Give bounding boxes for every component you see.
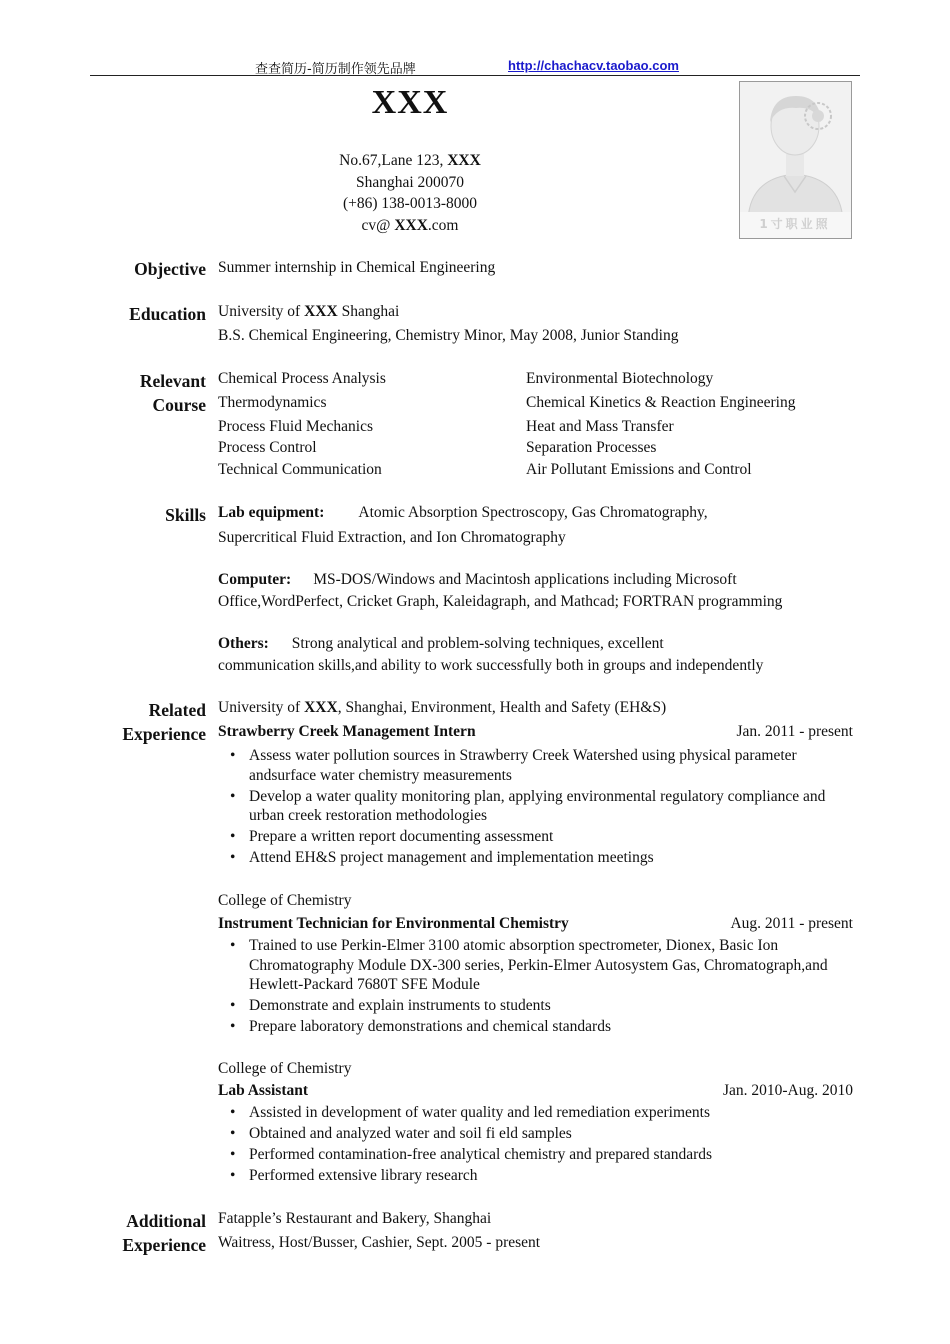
- header-link[interactable]: http://chachacv.taobao.com: [508, 58, 679, 73]
- list-item: • Demonstrate and explain instruments to students: [230, 996, 860, 1016]
- job-1-title: Strawberry Creek Management Intern: [218, 723, 476, 740]
- contact-city: Shanghai 200070: [355, 173, 465, 191]
- job-1-date: Jan. 2011 - present: [736, 723, 853, 740]
- course-left-3: Process Control: [218, 439, 317, 456]
- contact-block: [290, 150, 530, 236]
- section-label-course-2: Course: [152, 395, 206, 415]
- section-label-additional: Additional: [126, 1211, 206, 1231]
- additional-line-2: Waitress, Host/Busser, Cashier, Sept. 2005 - present: [218, 1234, 541, 1251]
- person-placeholder-icon: [740, 82, 851, 238]
- course-left-1: Thermodynamics: [218, 394, 327, 411]
- skills-others-line-2: communication skills,and ability to work successfully both in groups and independently: [218, 657, 764, 674]
- course-right-2: Heat and Mass Transfer: [526, 418, 674, 435]
- job-1-bullets: [230, 746, 860, 869]
- section-label-related: Related: [148, 700, 206, 720]
- contact-phone: (+86) 138-0013-8000: [342, 195, 477, 212]
- job-3-date: Jan. 2010-Aug. 2010: [722, 1082, 853, 1099]
- job-2-bullets: [230, 936, 860, 1038]
- list-item: • Develop a water quality monitoring plan, applying environmental regulatory compliance and urban creek restoration methodologies: [230, 787, 860, 826]
- resume-name: XXX: [371, 84, 449, 121]
- header-divider: [90, 75, 860, 76]
- section-label-skills: Skills: [165, 505, 206, 525]
- course-left-4: Technical Communication: [218, 461, 382, 478]
- job-3-bullets: [230, 1103, 860, 1187]
- section-label-related-2: Experience: [122, 724, 206, 744]
- contact-address: No.67,Lane 123, XXX: [339, 152, 481, 169]
- additional-line-1: Fatapple’s Restaurant and Bakery, Shanghai: [218, 1210, 492, 1227]
- photo-placeholder: [739, 81, 852, 239]
- job-2-date: Aug. 2011 - present: [730, 915, 853, 932]
- list-item: • Trained to use Perkin-Elmer 3100 atomic absorption spectrometer, Dionex, Basic Ion Chromatography Module DX-300 series, Perkin-Elmer Autosystem Gas, Chromatograph,and Hewlett-Packard 7680T SFE Module: [230, 936, 860, 995]
- list-item: • Prepare a written report documenting assessment: [230, 827, 860, 847]
- photo-caption: 1寸职业照: [759, 217, 831, 231]
- list-item: • Performed extensive library research: [230, 1166, 860, 1186]
- course-left-2: Process Fluid Mechanics: [218, 418, 373, 435]
- skills-lab-line-2: Supercritical Fluid Extraction, and Ion Chromatography: [218, 529, 566, 546]
- list-item: • Attend EH&S project management and implementation meetings: [230, 848, 860, 868]
- list-item: • Assisted in development of water quality and led remediation experiments: [230, 1103, 860, 1123]
- course-right-0: Environmental Biotechnology: [526, 370, 714, 387]
- job-3-title: Lab Assistant: [218, 1082, 309, 1099]
- section-label-objective: Objective: [134, 259, 206, 279]
- header-brand: 查查简历-简历制作领先品牌: [255, 62, 416, 77]
- section-label-education: Education: [129, 304, 206, 324]
- job-2-org: College of Chemistry: [218, 892, 352, 909]
- job-2-title: Instrument Technician for Environmental Chemistry: [218, 915, 569, 932]
- list-item: • Performed contamination-free analytical chemistry and prepared standards: [230, 1145, 860, 1165]
- course-left-0: Chemical Process Analysis: [218, 370, 386, 387]
- list-item: • Assess water pollution sources in Strawberry Creek Watershed using physical parameter andsurface water chemistry measurements: [230, 746, 860, 785]
- course-right-1: Chemical Kinetics & Reaction Engineering: [526, 394, 796, 411]
- section-label-course: Relevant: [139, 371, 206, 391]
- education-school: University of XXX Shanghai: [218, 303, 400, 320]
- objective-text: Summer internship in Chemical Engineering: [218, 259, 496, 276]
- list-item: • Prepare laboratory demonstrations and chemical standards: [230, 1017, 860, 1037]
- skills-computer-line-2: Office,WordPerfect, Cricket Graph, Kaleidagraph, and Mathcad; FORTRAN programming: [218, 593, 783, 610]
- job-3-org: College of Chemistry: [218, 1060, 352, 1077]
- skills-computer-line-1: Computer: MS-DOS/Windows and Macintosh applications including Microsoft: [218, 571, 737, 588]
- section-label-additional-2: Experience: [122, 1235, 206, 1255]
- list-item: • Obtained and analyzed water and soil fi eld samples: [230, 1124, 860, 1144]
- contact-email: cv@ XXX.com: [361, 216, 459, 234]
- job-1-org: University of XXX, Shanghai, Environment, Health and Safety (EH&S): [218, 699, 667, 716]
- course-right-4: Air Pollutant Emissions and Control: [526, 461, 752, 478]
- education-degree: B.S. Chemical Engineering, Chemistry Minor, May 2008, Junior Standing: [218, 327, 679, 344]
- skills-others-line-1: Others: Strong analytical and problem-solving techniques, excellent: [218, 635, 664, 652]
- course-right-3: Separation Processes: [526, 439, 657, 456]
- skills-lab-line-1: Lab equipment: Atomic Absorption Spectroscopy, Gas Chromatography,: [218, 504, 708, 521]
